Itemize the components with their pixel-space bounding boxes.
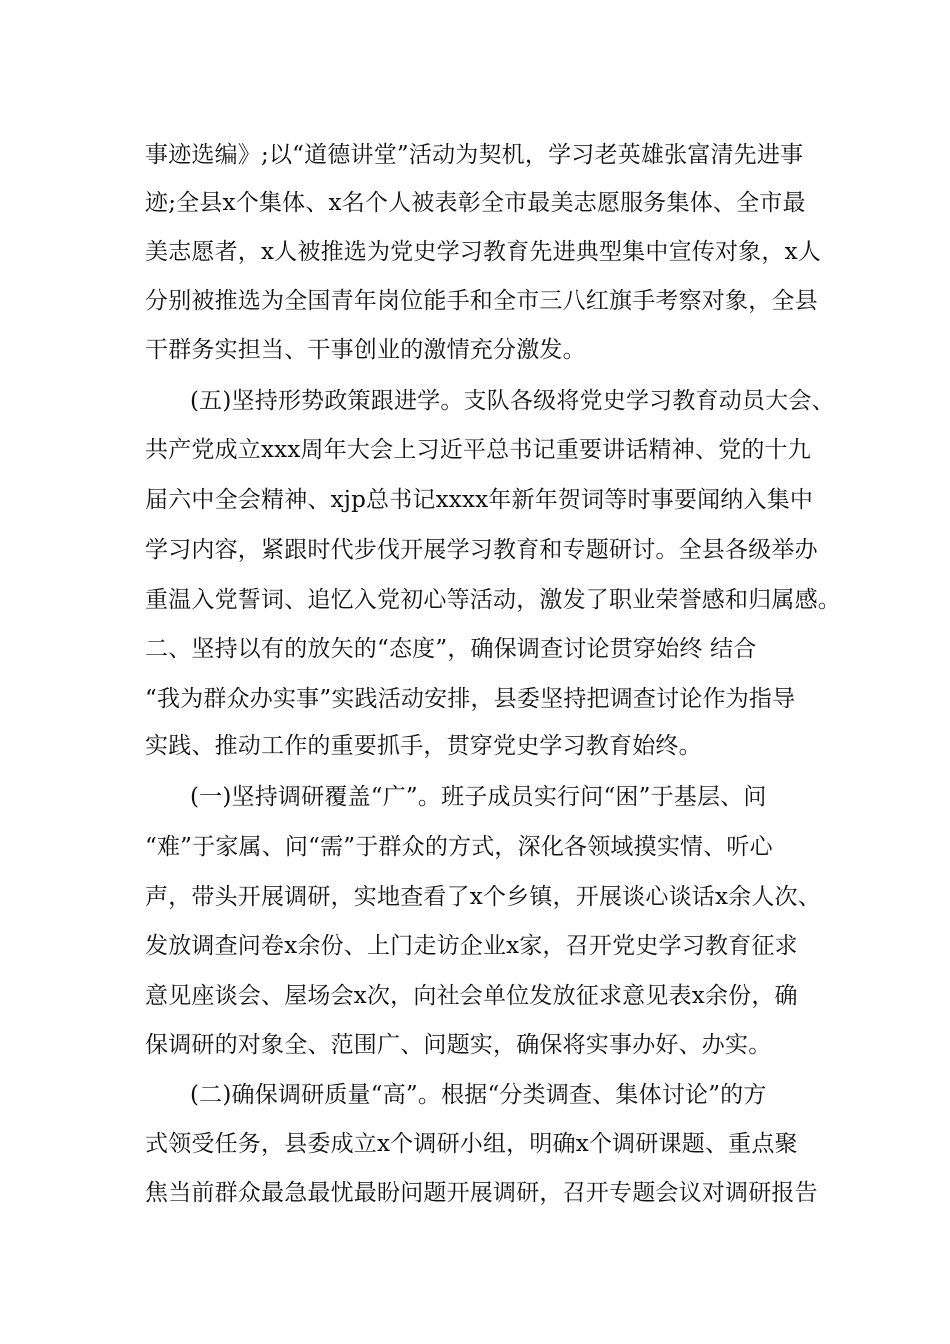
paragraph-heading-line: (一)坚持调研覆盖“广”。班子成员实行问“困”于基层、问 [190,784,767,810]
text-line: 分别被推选为全国青年岗位能手和全市三八红旗手考察对象，全县 [145,288,818,314]
text-line: 干群务实担当、干事创业的激情充分激发。 [145,337,586,363]
text-line: 共产党成立xxx周年大会上习近平总书记重要讲话精神、党的十九 [145,437,811,463]
text-line: 意见座谈会、屋场会x次，向社会单位发放征求意见表x余份，确 [145,983,798,1009]
text-line: 声，带头开展调研，实地查看了x个乡镇，开展谈心谈话x余人次、 [145,884,821,910]
text-line: 届六中全会精神、xjp总书记xxxx年新年贺词等时事要闻纳入集中 [145,487,814,513]
text-line: 重温入党誓词、追忆入党初心等活动，激发了职业荣誉感和归属感。 [145,587,841,613]
text-line: 发放调查问卷x余份、上门走访企业x家，召开党史学习教育征求 [145,933,798,959]
text-line: 学习内容，紧跟时代步伐开展学习教育和专题研讨。全县各级举办 [145,537,818,563]
text-line: 事迹选编》;以“道德讲堂”活动为契机，学习老英雄张富清先进事 [145,142,804,168]
paragraph-heading-line: (五)坚持形势政策跟进学。支队各级将党史学习教育动员大会、 [190,388,835,414]
text-line: 式领受任务，县委成立x个调研小组，明确x个调研课题、重点聚 [145,1131,798,1157]
text-line: 保调研的对象全、范围广、问题实，确保将实事办好、办实。 [145,1032,772,1058]
text-line: 美志愿者，x人被推选为党史学习教育先进典型集中宣传对象，x人 [145,239,821,265]
text-line: “我为群众办实事”实践活动安排，县委坚持把调查讨论作为指导 [145,686,796,712]
text-line: 焦当前群众最急最忧最盼问题开展调研，召开专题会议对调研报告 [145,1180,818,1206]
paragraph-heading-line: (二)确保调研质量“高”。根据“分类调查、集体讨论”的方 [190,1082,767,1108]
text-line: “难”于家属、问“需”于群众的方式，深化各领域摸实情、听心 [145,834,773,860]
text-line: 迹;全县x个集体、x名个人被表彰全市最美志愿服务集体、全市最 [145,190,806,216]
text-line: 实践、推动工作的重要抓手，贯穿党史学习教育始终。 [145,733,702,759]
section-heading-line: 二、坚持以有的放矢的“态度”，确保调查讨论贯穿始终 结合 [145,636,757,662]
